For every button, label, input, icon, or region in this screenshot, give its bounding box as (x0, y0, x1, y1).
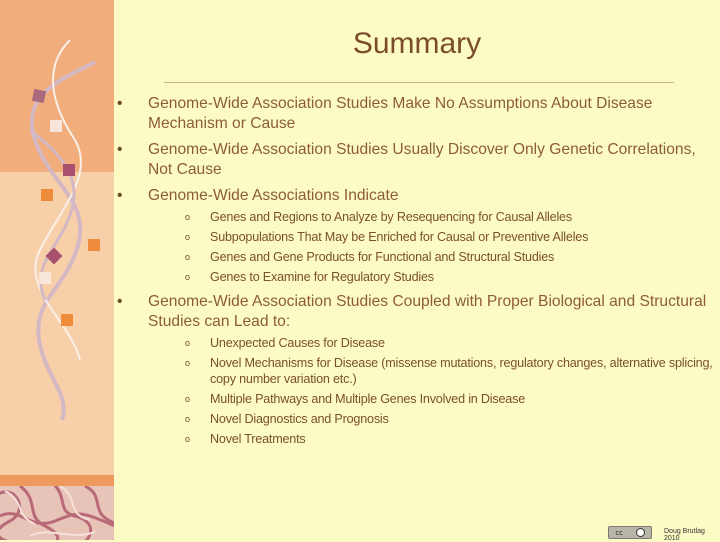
sub-bullet-text: Novel Mechanisms for Disease (missense mutations, regulatory changes, alternative splicing, copy number variation etc.) (210, 355, 713, 386)
bullet-icon: • (117, 141, 123, 158)
sub-bullet-icon: o (185, 272, 190, 282)
sub-bullet-item (148, 411, 715, 428)
bullet-text: Genome-Wide Association Studies Make No Assumptions About Disease Mechanism or Cause (148, 95, 653, 132)
sub-bullet-item (148, 391, 715, 408)
sub-bullet-icon: o (185, 357, 190, 368)
title-divider (164, 82, 674, 83)
bullet-text: Genome-Wide Association Studies Usually Discover Only Genetic Correlations, Not Cause (148, 141, 696, 178)
sidebar-divider-bar (0, 475, 114, 486)
sub-bullet-text: Genes and Gene Products for Functional and Structural Studies (210, 250, 555, 264)
bullet-item (117, 186, 715, 286)
sub-bullet-list (148, 209, 715, 286)
helix-marker-7 (39, 272, 51, 284)
attribution-icon (636, 528, 645, 537)
sub-bullet-item (148, 355, 715, 388)
slide-title: Summary (352, 27, 482, 60)
helix-marker-2 (50, 120, 62, 132)
sub-bullet-icon: o (185, 434, 190, 444)
bullet-item (117, 140, 715, 180)
copyright-text: Doug Brutlag 2010 (664, 528, 705, 542)
helix-marker-3 (63, 164, 75, 176)
helix-marker-6 (46, 248, 63, 265)
helix-marker-4 (41, 189, 53, 201)
sub-bullet-text: Novel Diagnostics and Prognosis (210, 412, 389, 426)
summary-bullet-list (117, 94, 715, 454)
dna-helix-decoration (0, 0, 114, 475)
bullet-icon: • (117, 95, 123, 112)
helix-marker-8 (61, 314, 73, 326)
bullet-text: Genome-Wide Association Studies Coupled with Proper Biological and Structural Studies can Lead to: (148, 292, 707, 330)
sub-bullet-text: Genes and Regions to Analyze by Resequencing for Causal Alleles (210, 210, 572, 224)
sub-bullet-icon: o (185, 394, 190, 404)
bullet-item (117, 292, 715, 448)
sub-bullet-text: Subpopulations That May be Enriched for Causal or Preventive Alleles (210, 230, 589, 244)
sub-bullet-item (148, 335, 715, 352)
sub-bullet-icon: o (185, 252, 190, 262)
sub-bullet-icon: o (185, 337, 190, 348)
helix-marker-1 (32, 89, 46, 103)
sub-bullet-item (148, 269, 715, 286)
sub-bullet-text: Novel Treatments (210, 432, 306, 446)
cc-label: cc (615, 528, 624, 537)
bullet-text: Genome-Wide Associations Indicate (148, 187, 399, 204)
sub-bullet-icon: o (185, 232, 190, 242)
sub-bullet-text: Multiple Pathways and Multiple Genes Involved in Disease (210, 392, 526, 406)
decorative-sidebar (0, 0, 114, 540)
bullet-icon: • (117, 292, 123, 310)
bullet-item (117, 94, 715, 134)
sub-bullet-item (148, 431, 715, 448)
creative-commons-badge[interactable] (608, 526, 652, 539)
sub-bullet-item (148, 209, 715, 226)
sub-bullet-item (148, 249, 715, 266)
sub-bullet-item (148, 229, 715, 246)
sidebar-swirl-texture (0, 486, 114, 540)
sub-bullet-icon: o (185, 414, 190, 424)
sub-bullet-text: Unexpected Causes for Disease (210, 335, 385, 350)
sub-bullet-icon: o (185, 212, 190, 222)
sub-bullet-list (148, 335, 715, 448)
helix-marker-5 (88, 239, 100, 251)
sub-bullet-text: Genes to Examine for Regulatory Studies (210, 270, 434, 284)
bullet-icon: • (117, 187, 123, 204)
